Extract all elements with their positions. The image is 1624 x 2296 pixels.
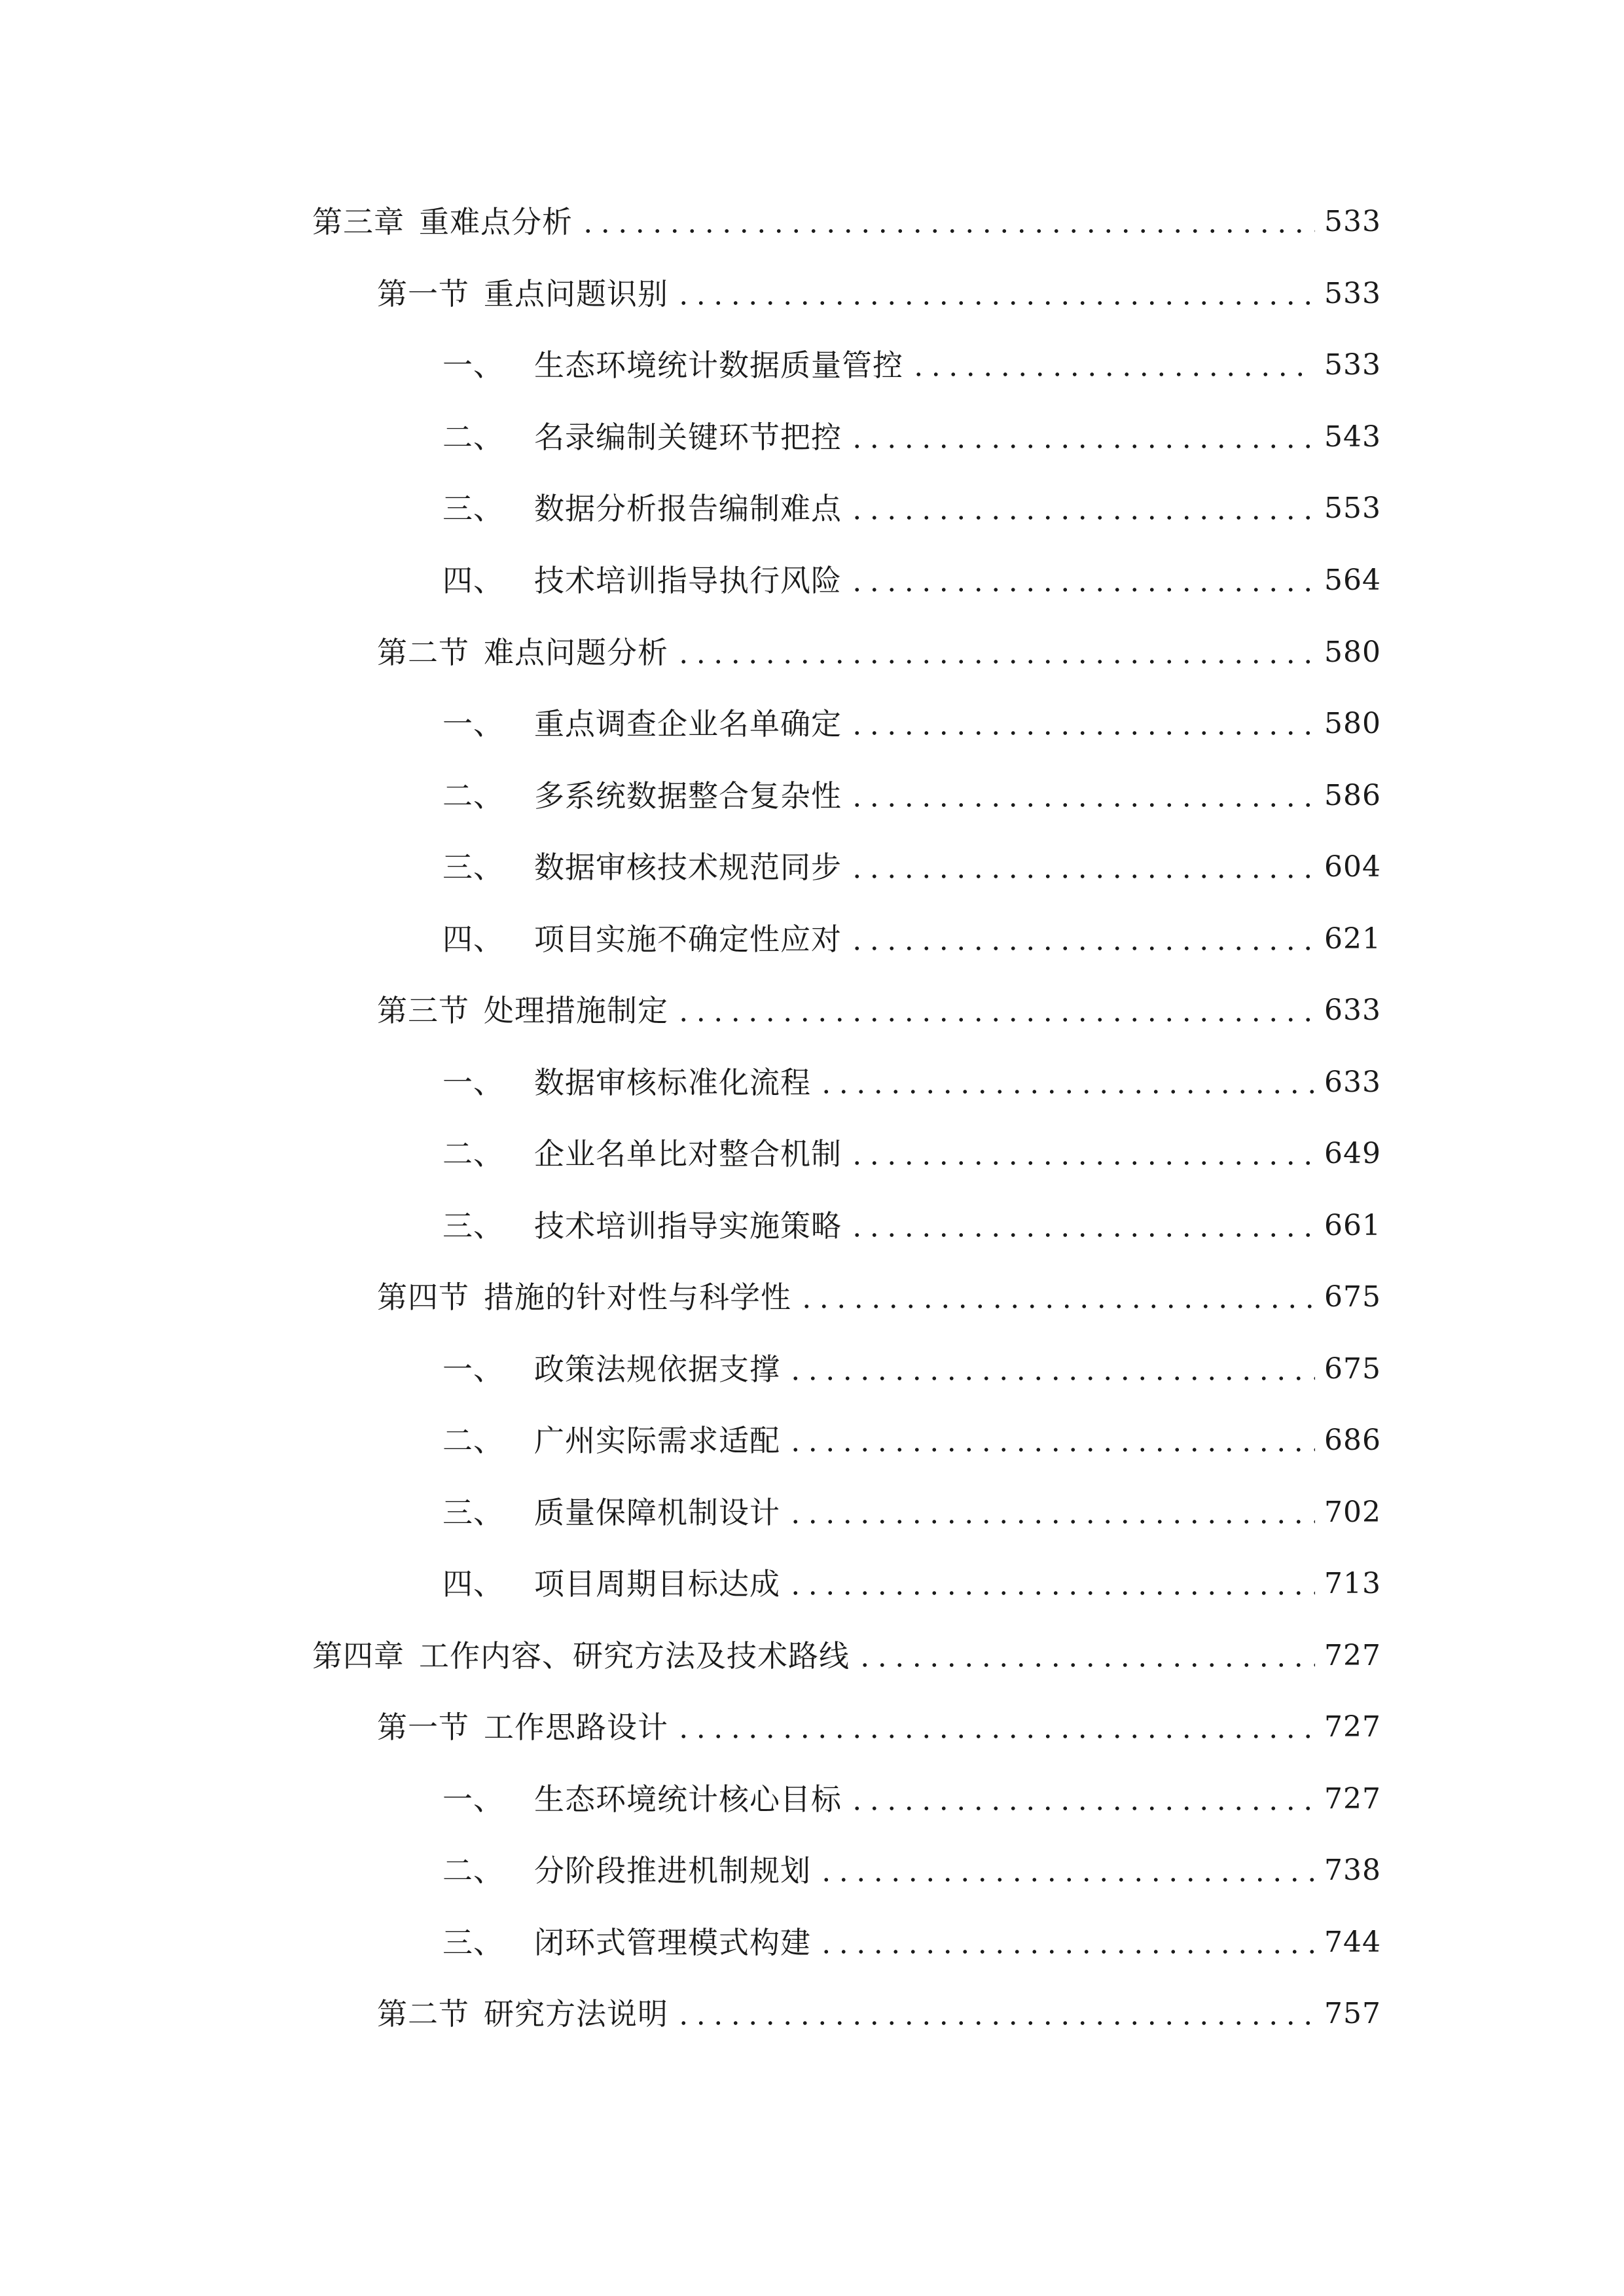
toc-page-number: 533 xyxy=(1324,277,1381,310)
toc-entry-title: 工作思路设计 xyxy=(484,1710,668,1745)
toc-subsection[interactable] xyxy=(442,693,1381,743)
toc-page-number: 633 xyxy=(1324,1066,1381,1099)
toc-subsection[interactable] xyxy=(442,836,1381,886)
toc-page-number: 757 xyxy=(1324,1997,1381,2030)
toc-entry-number: 二、 xyxy=(442,420,504,455)
toc-subsection[interactable] xyxy=(442,1840,1381,1890)
toc-entry-label xyxy=(442,1852,811,1890)
toc-entry-label xyxy=(442,1780,842,1818)
toc-entry-number: 二、 xyxy=(442,1136,504,1172)
toc-subsection[interactable] xyxy=(442,1052,1381,1102)
dot-leader xyxy=(675,1734,1315,1738)
toc-entry-label xyxy=(377,1278,791,1316)
toc-section[interactable] xyxy=(377,263,1381,313)
dot-leader xyxy=(848,874,1315,878)
toc-subsection[interactable] xyxy=(442,1912,1381,1962)
toc-entry-title: 项目周期目标达成 xyxy=(534,1566,780,1602)
dot-leader xyxy=(787,1376,1315,1380)
dot-leader xyxy=(675,1018,1315,1022)
toc-entry-title: 分阶段推进机制规划 xyxy=(534,1853,811,1888)
toc-entry-label xyxy=(442,1207,842,1245)
dot-leader xyxy=(848,1233,1315,1237)
toc-entry-title: 项目实施不确定性应对 xyxy=(534,922,842,957)
toc-section[interactable] xyxy=(377,1696,1381,1746)
toc-section[interactable] xyxy=(377,1266,1381,1316)
toc-entry-number: 三、 xyxy=(442,1208,504,1244)
toc-entry-title: 多系统数据整合复杂性 xyxy=(534,778,842,814)
toc-page-number: 533 xyxy=(1324,205,1381,238)
toc-entry-label xyxy=(442,346,903,384)
toc-entry-label xyxy=(442,848,842,886)
toc-subsection[interactable] xyxy=(442,1410,1381,1460)
toc-entry-title: 质量保障机制设计 xyxy=(534,1495,780,1530)
toc-entry-title: 技术培训指导实施策略 xyxy=(534,1208,842,1244)
toc-subsection[interactable] xyxy=(442,478,1381,528)
toc-entry-number: 一、 xyxy=(442,348,504,383)
toc-entry-title: 研究方法说明 xyxy=(484,1996,668,2032)
toc-page-number: 675 xyxy=(1324,1352,1381,1386)
dot-leader xyxy=(818,1878,1315,1882)
toc-page-number: 686 xyxy=(1324,1424,1381,1457)
toc-chapter-4[interactable] xyxy=(312,1625,1381,1675)
dot-leader xyxy=(675,2021,1315,2025)
dot-leader xyxy=(848,588,1315,592)
dot-leader xyxy=(675,660,1315,664)
toc-page-number: 744 xyxy=(1324,1926,1381,1959)
toc-section[interactable] xyxy=(377,622,1381,672)
toc-page-number: 586 xyxy=(1324,779,1381,812)
toc-page-number: 727 xyxy=(1324,1639,1381,1672)
toc-subsection[interactable] xyxy=(442,1195,1381,1245)
dot-leader xyxy=(848,1161,1315,1165)
dot-leader xyxy=(818,1950,1315,1954)
toc-entry-title: 处理措施制定 xyxy=(484,993,668,1028)
toc-entry-label xyxy=(442,777,842,815)
toc-entry-title: 生态环境统计数据质量管控 xyxy=(534,348,903,383)
dot-leader xyxy=(848,803,1315,807)
toc-entry-label xyxy=(312,1637,850,1675)
toc-entry-number: 二、 xyxy=(442,1853,504,1888)
toc-subsection[interactable] xyxy=(442,1482,1381,1532)
toc-page-number: 633 xyxy=(1324,994,1381,1027)
toc-entry-number: 第一节 xyxy=(377,276,469,312)
toc-entry-title: 数据审核技术规范同步 xyxy=(534,850,842,885)
toc-subsection[interactable] xyxy=(442,550,1381,600)
toc-entry-title: 数据审核标准化流程 xyxy=(534,1065,811,1100)
toc-entry-number: 第三节 xyxy=(377,993,469,1028)
toc-entry-number: 第四节 xyxy=(377,1280,469,1315)
toc-subsection[interactable] xyxy=(442,1768,1381,1818)
toc-page-number: 580 xyxy=(1324,636,1381,669)
toc-entry-number: 第一节 xyxy=(377,1710,469,1745)
toc-entry-number: 一、 xyxy=(442,1782,504,1817)
toc-page-number: 533 xyxy=(1324,348,1381,382)
toc-entry-label xyxy=(377,992,668,1030)
dot-leader xyxy=(848,1806,1315,1810)
toc-entry-label xyxy=(377,1708,668,1746)
dot-leader xyxy=(798,1304,1315,1308)
toc-entry-number: 第三章 xyxy=(312,204,405,240)
toc-entry-number: 三、 xyxy=(442,1495,504,1530)
toc-entry-number: 三、 xyxy=(442,491,504,526)
dot-leader xyxy=(675,301,1315,305)
toc-entry-title: 政策法规依据支撑 xyxy=(534,1352,780,1387)
toc-section[interactable] xyxy=(377,980,1381,1030)
toc-page-number: 649 xyxy=(1324,1137,1381,1170)
toc-entry-title: 难点问题分析 xyxy=(484,635,668,670)
toc-entry-label xyxy=(442,1350,780,1388)
toc-entry-number: 一、 xyxy=(442,1065,504,1100)
dot-leader xyxy=(848,946,1315,950)
dot-leader xyxy=(787,1448,1315,1452)
toc-entry-number: 三、 xyxy=(442,1925,504,1960)
dot-leader xyxy=(787,1591,1315,1595)
toc-entry-label xyxy=(377,275,668,313)
toc-entry-title: 措施的针对性与科学性 xyxy=(484,1280,791,1315)
dot-leader xyxy=(848,516,1315,520)
toc-entry-title: 闭环式管理模式构建 xyxy=(534,1925,811,1960)
toc-subsection[interactable] xyxy=(442,1338,1381,1388)
toc-entry-number: 第二节 xyxy=(377,635,469,670)
toc-entry-number: 第二节 xyxy=(377,1996,469,2032)
toc-entry-number: 二、 xyxy=(442,778,504,814)
toc-section[interactable] xyxy=(377,1983,1381,2033)
toc-entry-title: 名录编制关键环节把控 xyxy=(534,420,842,455)
toc-subsection[interactable] xyxy=(442,908,1381,958)
toc-entry-label xyxy=(442,1064,811,1102)
toc-page-number: 713 xyxy=(1324,1567,1381,1600)
toc-entry-label xyxy=(377,1995,668,2033)
dot-leader xyxy=(818,1090,1315,1094)
toc-entry-number: 四、 xyxy=(442,563,504,598)
toc-entry-number: 四、 xyxy=(442,922,504,957)
toc-page-number: 661 xyxy=(1324,1209,1381,1242)
toc-subsection[interactable] xyxy=(442,1123,1381,1173)
toc-entry-title: 工作内容、研究方法及技术路线 xyxy=(419,1638,850,1674)
toc-entry-number: 四、 xyxy=(442,1566,504,1602)
dot-leader xyxy=(856,1663,1315,1667)
dot-leader xyxy=(848,444,1315,448)
toc-page-number: 543 xyxy=(1324,420,1381,454)
toc-entry-label xyxy=(442,920,842,958)
toc-page-number: 564 xyxy=(1324,564,1381,597)
toc-page-number: 621 xyxy=(1324,922,1381,956)
toc-page-number: 702 xyxy=(1324,1496,1381,1529)
toc-subsection[interactable] xyxy=(442,406,1381,456)
toc-entry-title: 生态环境统计核心目标 xyxy=(534,1782,842,1817)
toc-entry-label xyxy=(442,705,842,743)
toc-chapter-3[interactable] xyxy=(312,191,1381,241)
toc-page-number: 727 xyxy=(1324,1710,1381,1744)
toc-page-number: 738 xyxy=(1324,1854,1381,1887)
toc-entry-title: 重难点分析 xyxy=(419,204,573,240)
toc-entry-label xyxy=(442,490,842,528)
toc-page-number: 553 xyxy=(1324,492,1381,525)
toc-entry-label xyxy=(442,1422,780,1460)
toc-entry-label xyxy=(442,418,842,456)
toc-entry-label xyxy=(442,1494,780,1532)
dot-leader xyxy=(787,1520,1315,1524)
toc-entry-label xyxy=(442,562,842,600)
toc-entry-number: 一、 xyxy=(442,1352,504,1387)
toc-entry-label xyxy=(442,1924,811,1962)
toc-page-number: 675 xyxy=(1324,1280,1381,1314)
toc-entry-title: 广州实际需求适配 xyxy=(534,1423,780,1458)
toc-entry-number: 二、 xyxy=(442,1423,504,1458)
dot-leader xyxy=(910,372,1315,376)
toc-entry-label xyxy=(442,1135,842,1173)
toc-entry-number: 三、 xyxy=(442,850,504,885)
dot-leader xyxy=(579,229,1315,233)
toc-subsection[interactable] xyxy=(442,1553,1381,1603)
dot-leader xyxy=(848,731,1315,735)
toc-subsection[interactable] xyxy=(442,334,1381,384)
toc-entry-number: 一、 xyxy=(442,706,504,742)
toc-entry-label xyxy=(312,203,573,241)
toc-entry-title: 重点调查企业名单确定 xyxy=(534,706,842,742)
toc-page-number: 604 xyxy=(1324,850,1381,884)
toc-subsection[interactable] xyxy=(442,765,1381,815)
toc-entry-title: 企业名单比对整合机制 xyxy=(534,1136,842,1172)
toc-page-number: 727 xyxy=(1324,1782,1381,1816)
toc-entry-number: 第四章 xyxy=(312,1638,405,1674)
toc-entry-label xyxy=(377,634,668,672)
toc-page-number: 580 xyxy=(1324,707,1381,740)
toc-entry-title: 技术培训指导执行风险 xyxy=(534,563,842,598)
toc-entry-label xyxy=(442,1565,780,1603)
toc-entry-title: 重点问题识别 xyxy=(484,276,668,312)
toc-entry-title: 数据分析报告编制难点 xyxy=(534,491,842,526)
